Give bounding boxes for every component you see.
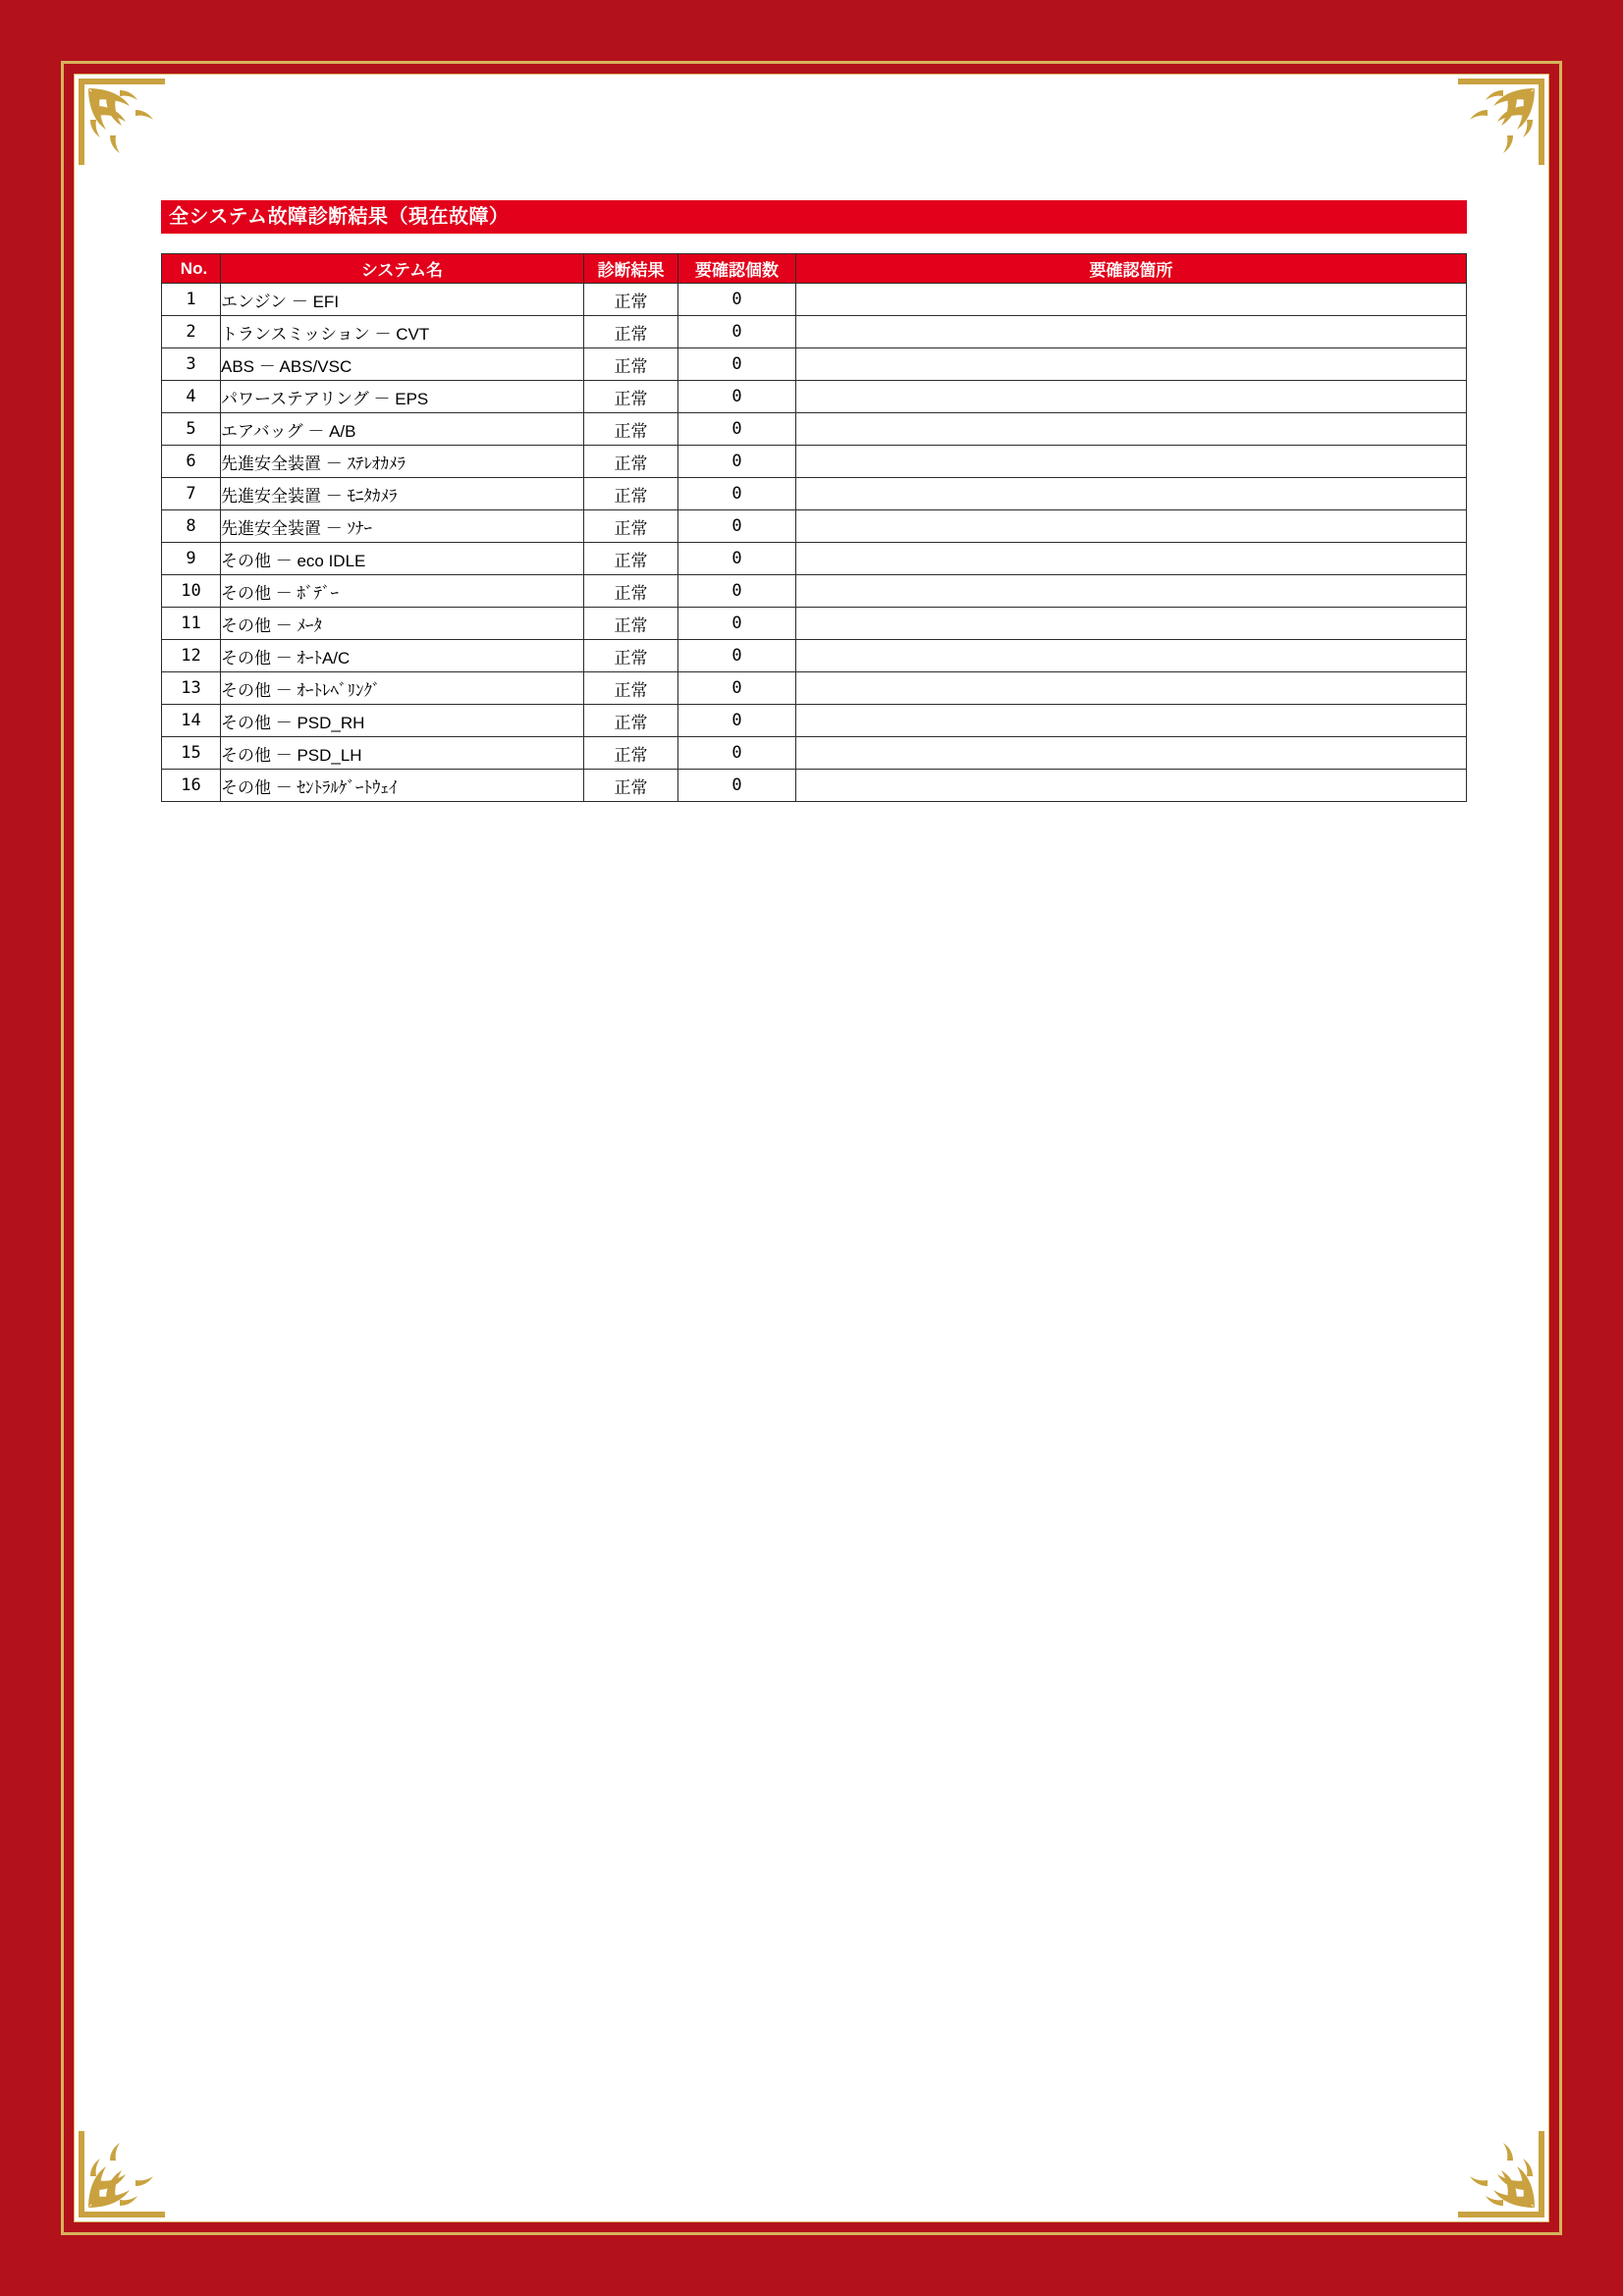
column-header-result: 診断結果 <box>584 254 678 284</box>
table-row <box>162 348 1467 381</box>
decorative-page-frame <box>61 61 1562 2235</box>
cell-place <box>796 510 1467 543</box>
cell-no: 13 <box>162 672 221 705</box>
cell-count: 0 <box>678 608 796 640</box>
table-row <box>162 640 1467 672</box>
cell-no: 2 <box>162 316 221 348</box>
cell-count: 0 <box>678 478 796 510</box>
cell-system: その他 － PSD_RH <box>221 705 584 737</box>
cell-no: 4 <box>162 381 221 413</box>
cell-count: 0 <box>678 705 796 737</box>
table-row <box>162 381 1467 413</box>
cell-no: 6 <box>162 446 221 478</box>
cell-place <box>796 770 1467 802</box>
cell-count: 0 <box>678 510 796 543</box>
table-row <box>162 478 1467 510</box>
cell-result: 正常 <box>584 478 678 510</box>
cell-result: 正常 <box>584 770 678 802</box>
cell-place <box>796 737 1467 770</box>
column-header-system: システム名 <box>221 254 584 284</box>
table-header <box>162 254 1467 284</box>
page-inner-frame <box>74 74 1549 2222</box>
cell-no: 3 <box>162 348 221 381</box>
cell-no: 8 <box>162 510 221 543</box>
cell-result: 正常 <box>584 510 678 543</box>
cell-system: その他 － ｾﾝﾄﾗﾙｹﾞｰﾄｳｪｲ <box>221 770 584 802</box>
column-header-no: No. <box>162 254 221 284</box>
cell-system: その他 － eco IDLE <box>221 543 584 575</box>
cell-system: 先進安全装置 － ｿﾅｰ <box>221 510 584 543</box>
cell-system: パワーステアリング － EPS <box>221 381 584 413</box>
cell-system: その他 － ｵｰﾄﾚﾍﾞﾘﾝｸﾞ <box>221 672 584 705</box>
cell-count: 0 <box>678 770 796 802</box>
cell-system: その他 － ﾒｰﾀ <box>221 608 584 640</box>
table-row <box>162 413 1467 446</box>
cell-place <box>796 575 1467 608</box>
cell-no: 10 <box>162 575 221 608</box>
table-header-row <box>162 254 1467 284</box>
table-row <box>162 705 1467 737</box>
cell-result: 正常 <box>584 348 678 381</box>
cell-place <box>796 640 1467 672</box>
cell-no: 11 <box>162 608 221 640</box>
report-content <box>75 75 1548 2221</box>
table-row <box>162 737 1467 770</box>
cell-no: 12 <box>162 640 221 672</box>
cell-count: 0 <box>678 381 796 413</box>
cell-system: エンジン － EFI <box>221 284 584 316</box>
table-row <box>162 672 1467 705</box>
cell-result: 正常 <box>584 413 678 446</box>
cell-place <box>796 284 1467 316</box>
cell-no: 1 <box>162 284 221 316</box>
cell-count: 0 <box>678 543 796 575</box>
cell-system: ABS － ABS/VSC <box>221 348 584 381</box>
cell-place <box>796 316 1467 348</box>
cell-no: 9 <box>162 543 221 575</box>
cell-result: 正常 <box>584 640 678 672</box>
cell-result: 正常 <box>584 316 678 348</box>
cell-system: トランスミッション － CVT <box>221 316 584 348</box>
table-row <box>162 608 1467 640</box>
cell-result: 正常 <box>584 575 678 608</box>
cell-count: 0 <box>678 446 796 478</box>
table-body <box>162 284 1467 802</box>
table-row <box>162 543 1467 575</box>
cell-system: その他 － ﾎﾞﾃﾞｰ <box>221 575 584 608</box>
cell-count: 0 <box>678 575 796 608</box>
table-row <box>162 446 1467 478</box>
cell-result: 正常 <box>584 672 678 705</box>
cell-count: 0 <box>678 737 796 770</box>
cell-system: 先進安全装置 － ｽﾃﾚｵｶﾒﾗ <box>221 446 584 478</box>
cell-system: エアバッグ － A/B <box>221 413 584 446</box>
table-row <box>162 284 1467 316</box>
cell-no: 16 <box>162 770 221 802</box>
cell-system: 先進安全装置 － ﾓﾆﾀｶﾒﾗ <box>221 478 584 510</box>
cell-system: その他 － ｵｰﾄA/C <box>221 640 584 672</box>
cell-system: その他 － PSD_LH <box>221 737 584 770</box>
cell-count: 0 <box>678 316 796 348</box>
cell-no: 14 <box>162 705 221 737</box>
cell-place <box>796 446 1467 478</box>
cell-place <box>796 413 1467 446</box>
section-title: 全システム故障診断結果（現在故障） <box>161 200 1467 234</box>
cell-count: 0 <box>678 413 796 446</box>
table-row <box>162 770 1467 802</box>
cell-place <box>796 672 1467 705</box>
diagnostics-table <box>161 253 1467 802</box>
cell-result: 正常 <box>584 381 678 413</box>
table-row <box>162 575 1467 608</box>
cell-result: 正常 <box>584 446 678 478</box>
cell-place <box>796 381 1467 413</box>
cell-no: 5 <box>162 413 221 446</box>
table-row <box>162 316 1467 348</box>
cell-no: 7 <box>162 478 221 510</box>
table-row <box>162 510 1467 543</box>
column-header-count: 要確認個数 <box>678 254 796 284</box>
cell-result: 正常 <box>584 284 678 316</box>
cell-place <box>796 608 1467 640</box>
cell-place <box>796 543 1467 575</box>
cell-place <box>796 478 1467 510</box>
cell-count: 0 <box>678 348 796 381</box>
cell-result: 正常 <box>584 705 678 737</box>
cell-result: 正常 <box>584 543 678 575</box>
cell-result: 正常 <box>584 608 678 640</box>
cell-no: 15 <box>162 737 221 770</box>
cell-place <box>796 705 1467 737</box>
cell-place <box>796 348 1467 381</box>
column-header-place: 要確認箇所 <box>796 254 1467 284</box>
cell-count: 0 <box>678 284 796 316</box>
cell-count: 0 <box>678 672 796 705</box>
cell-count: 0 <box>678 640 796 672</box>
cell-result: 正常 <box>584 737 678 770</box>
